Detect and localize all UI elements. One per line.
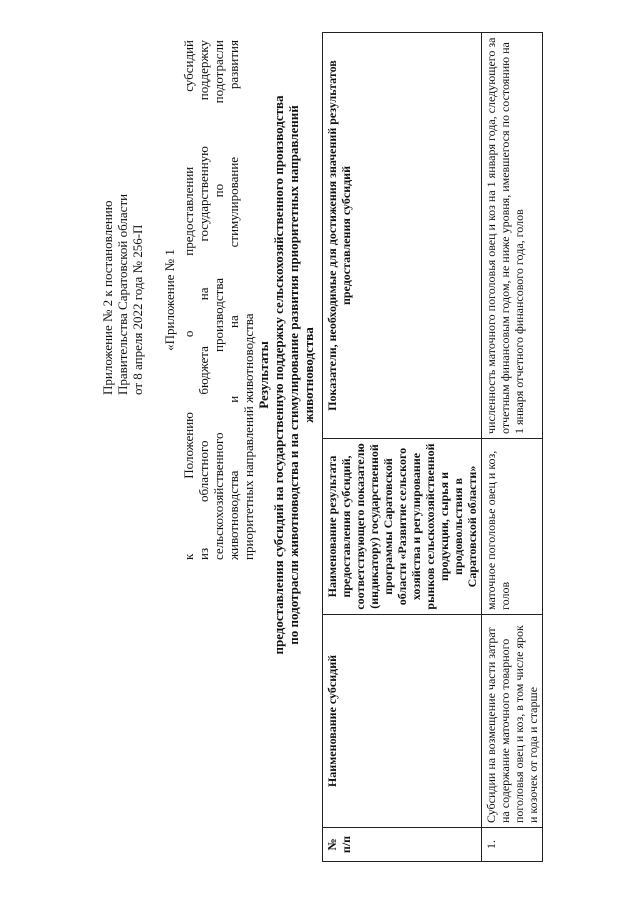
header-indicators: Показатели, необходимые для достижения значений результатов предоставления субсидий (323, 33, 482, 439)
regulation-line: приоритетных направлений животноводства (241, 313, 256, 560)
appendix-line: Приложение № 2 к постановлению (100, 200, 115, 395)
document-title (256, 75, 316, 675)
title-line: по подотрасли животноводства и на стимулирование развития приоритетных направлений животноводства (286, 105, 316, 645)
title-line: предоставления субсидий на государственную поддержку сельскохозяйственного производства (271, 95, 286, 655)
regulation-line: сельскохозяйственного производства по подотрасли (211, 40, 226, 560)
row-number: 1. (482, 828, 543, 862)
regulation-line: животноводства и на стимулирование развития (226, 40, 241, 560)
header-result-name: Наименование результата предоставления субсидий, соответствующего показателю (индикатору) государственной программы Саратовской области «Развитие сельского хозяйства и регулирование рынков сельскохозяйственной продукции, сырья и продовольствия в Саратовской области» (323, 439, 482, 615)
appendix-header (100, 135, 145, 395)
row-indicator: численность маточного поголовья овец и коз на 1 января года, следующего за отчетным финансовым годом, не ниже уровня, имевшегося по состоянию на 1 января отчетного финансового года, голов (482, 33, 543, 439)
header-number: № п/п (323, 828, 482, 862)
regulation-quote: «Приложение № 1 (162, 249, 177, 351)
title-main: Результаты (256, 341, 271, 409)
row-subsidy-name: Субсидии на возмещение части затрат на содержание маточного товарного поголовья овец и коз, в том числе ярок и козочек от года и старше (482, 615, 543, 828)
appendix-line: от 8 апреля 2022 года № 256-П (130, 224, 145, 395)
regulation-line: из областного бюджета на государственную поддержку (196, 40, 211, 560)
regulation-reference (162, 40, 256, 560)
results-table (322, 32, 543, 862)
row-result: маточное поголовье овец и коз, голов (482, 439, 543, 615)
table-header-row (323, 33, 482, 862)
regulation-line: к Положению о предоставлении субсидий (181, 40, 196, 560)
appendix-line: Правительства Саратовской области (115, 193, 130, 395)
header-subsidy-name: Наименование субсидий (323, 615, 482, 828)
table-row (482, 33, 543, 862)
